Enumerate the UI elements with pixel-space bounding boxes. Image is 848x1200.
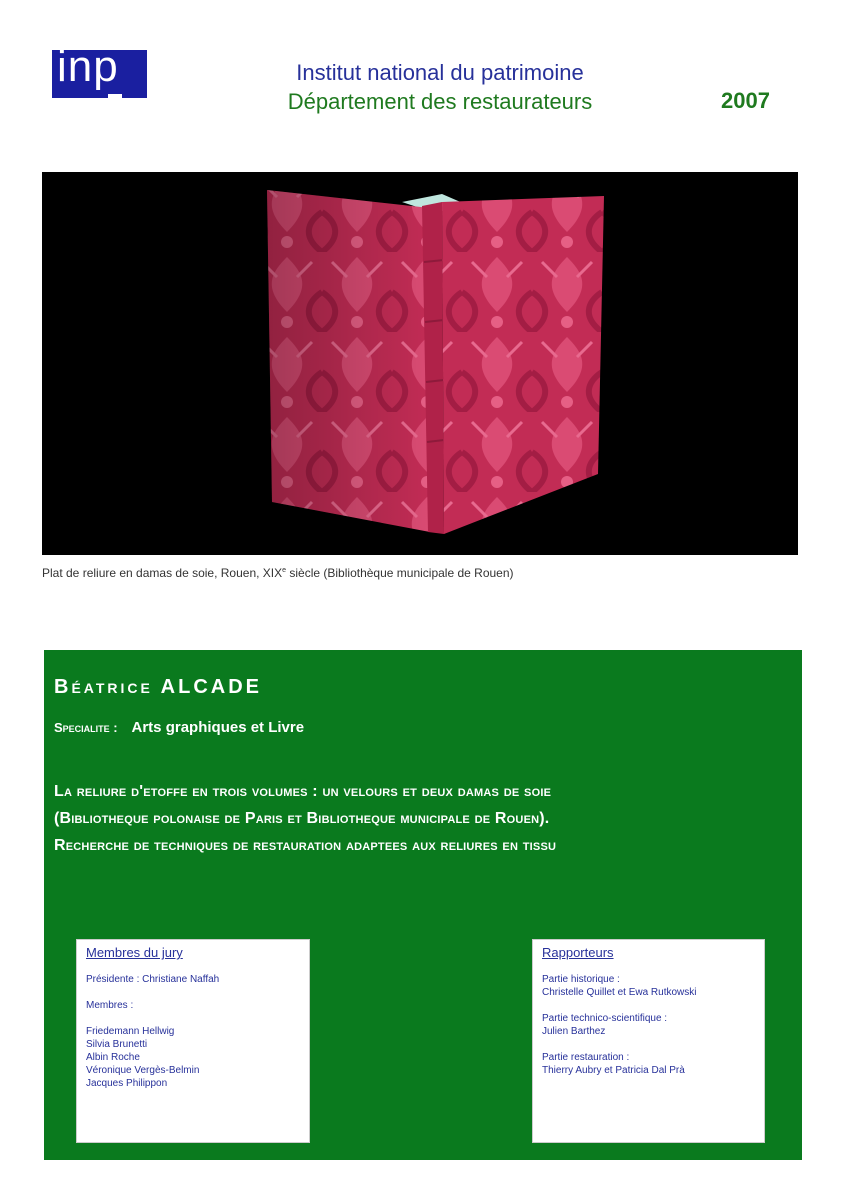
thesis-title: La reliure d'etoffe en trois volumes : un velours et deux damas de soie (Bibliotheque polonaise de Paris et Bibliotheque municipale de Rouen). Recherche de techniques de restauration adaptees aux reliures en tissu [54,783,557,854]
jury-member: Véronique Vergès-Belmin [86,1065,200,1076]
specialite-value: Arts graphiques et Livre [131,719,305,736]
jury-presidente: Présidente : Christiane Naffah [86,974,220,985]
logo-text: inp [57,50,119,91]
author-name: Béatrice ALCADE [54,676,262,698]
thesis-panel [44,650,802,1160]
department-title: Département des restaurateurs [287,89,593,114]
institution-title: Institut national du patrimoine [296,60,584,85]
specialite [54,719,304,736]
historique-names: Christelle Quillet et Ewa Rutkowski [542,987,697,998]
restauration-label: Partie restauration : [542,1052,630,1063]
jury-member: Silvia Brunetti [86,1039,148,1050]
specialite-label: Specialite : [54,720,118,735]
rapporteurs-box [532,939,765,1143]
silk-damask-book-image [42,172,798,555]
photo-caption: Plat de reliure en damas de soie, Rouen, XIXe siècle (Bibliothèque municipale de Rouen) [42,566,514,580]
historique-label: Partie historique : [542,974,620,985]
jury-membres-label: Membres : [86,1000,134,1011]
book-photo [42,172,798,555]
jury-member: Friedemann Hellwig [86,1026,175,1037]
technico-names: Julien Barthez [542,1026,606,1037]
jury-title: Membres du jury [86,945,183,960]
technico-label: Partie technico-scientifique : [542,1013,668,1024]
jury-box [76,939,310,1143]
restauration-names: Thierry Aubry et Patricia Dal Prà [542,1065,685,1076]
year: 2007 [721,88,770,113]
rapporteurs-title: Rapporteurs [542,945,614,960]
jury-member: Jacques Philippon [86,1078,168,1089]
jury-member: Albin Roche [86,1052,140,1063]
